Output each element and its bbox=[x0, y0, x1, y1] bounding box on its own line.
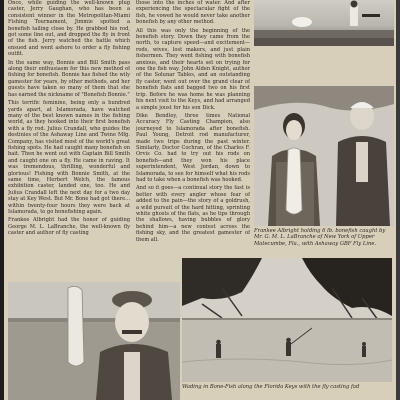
paragraph: Once, while guiding the well-known plug caster, Jerry Gaughan, who has been a consistent winner in the Metropolitan-Miami Fishing Tournament, Jimmie spotted a bonefish tailing close by. He grabbed his rod, got some line out, and dropped the fly in front of the fish. Jerry watched the battle which ensued and went ashore to order a fly fishing outfit. bbox=[8, 0, 130, 58]
paragraph: And so it goes—a continual story the fast is better with every angler whose fear of added to the pain—the story of a goldrush, a wild pursuit of the hard hitting, sprinting white ghosts of the flats, as he tips through the shallows, having bubbles of glory behind him—a new contest across the fishing sky, and the greatest gamester of them all. bbox=[136, 185, 250, 243]
photo-caption: Wading in Bone-Fish along the Florida Keys with the fly casting fad bbox=[182, 384, 360, 390]
paragraph: Dike Bendley, three times National Accuracy Fly Casting Champion, also journeyed to Islamorada after bonefish. Paul Young, Detroit rod manufacturer, made two trips during the past winter. Similarly, Doctor Cochran, of the Charles F. Orvis Co. had to try out his rods on bonefish—and they won his place superintendent, West Jordan, down to Islamorada, to see for himself what his rods had to take when a bonefish was hooked. bbox=[136, 112, 250, 183]
paragraph: those into the inches of water. And after experiencing the spectacular fight of the fish, he vowed he would never take another bonefish by any other method. bbox=[136, 0, 250, 26]
article-middle-column bbox=[136, 0, 250, 258]
page-gutter bbox=[0, 0, 4, 400]
photo-fisherman-with-fish bbox=[8, 282, 180, 400]
paragraph: Frankee Albright had the honor of guiding George M. L. LaBranche, the well-known fly caster and author of fly casting bbox=[8, 217, 130, 237]
photo-caption: Frankee Albright holding 6 lb. bonefish caught by Mr. G. M. L. LaBranche of New York of Upper Matecumbe, Fla., with Ashaway GBF Fly Line. bbox=[254, 228, 386, 247]
photo-woman-holding-bonefish bbox=[254, 86, 394, 226]
photo-anglers-wading-flats bbox=[182, 258, 392, 382]
photo-shoreline-top bbox=[254, 0, 394, 46]
article-left-column bbox=[8, 0, 130, 278]
magazine-page bbox=[4, 0, 396, 400]
paragraph: In the same way, Bonnie and Bill Smith pass along their enthusiasm for this new method of fishing for bonefish. Bonnie has fished the wily gamester for years, by other methods, and her guests have taken so many of them that she has earned the nickname of "Bonefish Bonnie." bbox=[8, 59, 130, 98]
paragraph: All this was only the beginning of the bonefish story. Down they came from the north, to capture speed—and excitement—rods, wives, lost makers, and just plain fishermen. They went fishing with bonefish anxious, and their hearts set on trying for one the fish way. John Alden Knight, author of the Solunar Tables, and an outstanding fly caster, went out over the grand clear of bonefish flats and bagged two on his first trip. Before he was home he was planning his next visit to the Keys, and had arranged a simple joust for his son Dick. bbox=[136, 27, 250, 111]
paragraph: This terrific feminine, being only a hundred yards apart, at Islamorada, have watched many of the best known names in the fishing world, as they hooked into their first bonefish with a fly rod. Julius Crandall, who guides the destinies of the Ashaway Line and Twine Mfg. Company, has visited most of the world's great fishing spots. He had caught many bonefish on bait. Then he went out with Captain Bill Smith and caught one on a fly. He came in raving. It was tremendous, thrilling, wonderful and glorious! Fishing with Bonnie Smith, at the same time, Herbert Welch, the famous exhibition caster, landed one, too. He and Julius Crandall left the next day for a two day stay at Key West. But Mr. Bone had got there... within twenty-four hours they were back at Islamorada, to go bonefishing again. bbox=[8, 100, 130, 215]
